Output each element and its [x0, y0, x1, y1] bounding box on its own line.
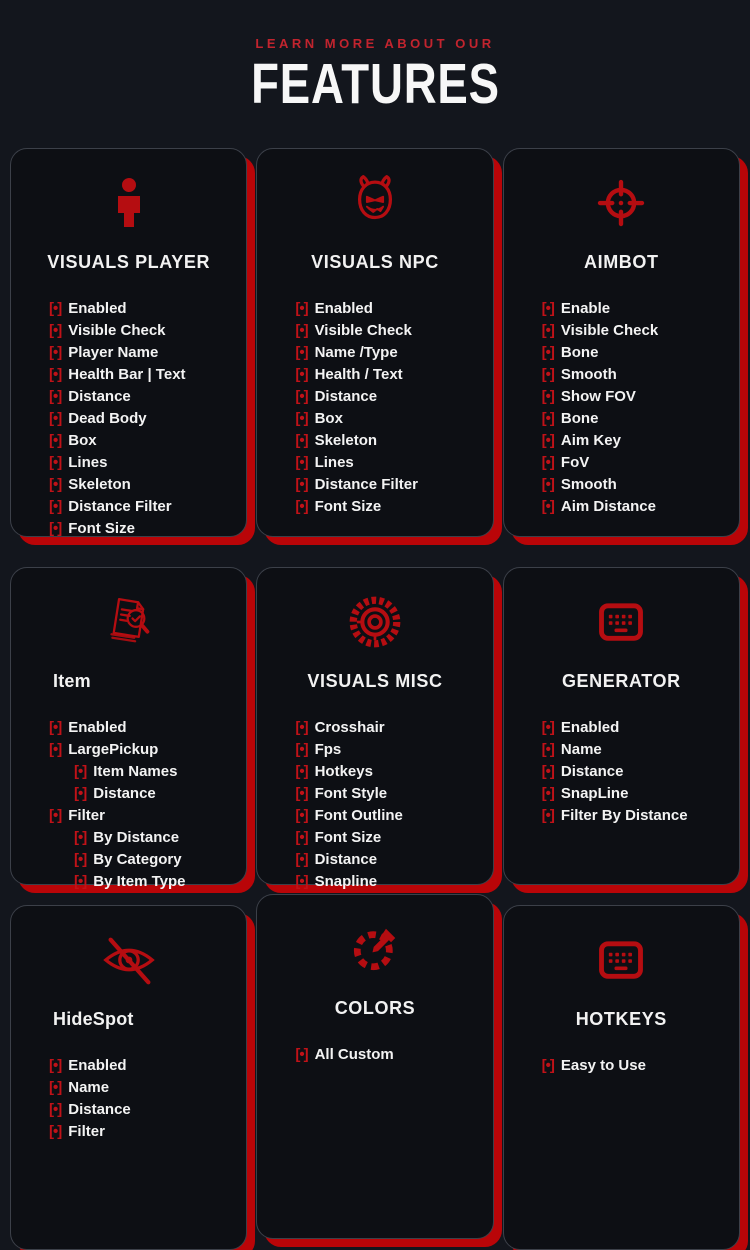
feature-label: Distance Filter: [68, 498, 172, 515]
feature-list: [11, 298, 246, 540]
feature-item: [542, 805, 729, 827]
bullet-icon: [•]: [541, 719, 554, 736]
bullet-icon: [•]: [541, 410, 554, 427]
bullet-icon: [•]: [295, 432, 308, 449]
feature-label: Enabled: [68, 1057, 127, 1074]
feature-list: [504, 1055, 739, 1077]
bullet-icon: [•]: [49, 807, 62, 824]
bullet-icon: [•]: [49, 454, 62, 471]
feature-label: Font Outline: [314, 807, 403, 824]
bullet-icon: [•]: [541, 476, 554, 493]
feature-label: Font Style: [314, 785, 388, 802]
bullet-icon: [•]: [541, 741, 554, 758]
gear-icon: [257, 594, 492, 650]
feature-label: Filter: [68, 807, 105, 824]
feature-item: [295, 408, 482, 430]
bullet-icon: [•]: [74, 829, 87, 846]
feature-item: [49, 408, 236, 430]
bullet-icon: [•]: [49, 300, 62, 317]
feature-item: [542, 320, 729, 342]
feature-label: Enabled: [68, 300, 127, 317]
feature-item: [49, 474, 236, 496]
feature-label: Item Names: [93, 763, 178, 780]
bullet-icon: [•]: [295, 366, 308, 383]
feature-item: [295, 474, 482, 496]
bullet-icon: [•]: [49, 719, 62, 736]
feature-label: Visible Check: [314, 322, 412, 339]
feature-card: [10, 905, 247, 1250]
feature-label: Box: [68, 432, 97, 449]
feature-item: [49, 452, 236, 474]
bullet-icon: [•]: [541, 454, 554, 471]
bullet-icon: [•]: [295, 763, 308, 780]
feature-list: [504, 717, 739, 827]
feature-label: Distance Filter: [314, 476, 418, 493]
bullet-icon: [•]: [295, 1046, 308, 1063]
feature-item: [542, 783, 729, 805]
features-grid: [10, 148, 740, 1250]
card-title: VISUALS PLAYER: [47, 252, 211, 272]
feature-item: [74, 871, 236, 893]
keyboard-icon: [504, 932, 739, 988]
feature-card: [10, 148, 247, 537]
feature-item: [49, 805, 236, 827]
feature-item: [49, 1055, 236, 1077]
card-title: VISUALS MISC: [307, 671, 443, 691]
feature-item: [49, 496, 236, 518]
feature-label: Health Bar | Text: [68, 366, 186, 383]
feature-item: [295, 871, 482, 893]
card-title: GENERATOR: [561, 671, 681, 691]
feature-item: [542, 386, 729, 408]
feature-label: Font Size: [68, 520, 135, 537]
card-title: VISUALS NPC: [311, 252, 439, 272]
feature-label: Skeleton: [68, 476, 131, 493]
bullet-icon: [•]: [74, 873, 87, 890]
bullet-icon: [•]: [295, 719, 308, 736]
feature-item: [295, 783, 482, 805]
feature-label: Visible Check: [560, 322, 659, 339]
feature-item: [295, 298, 482, 320]
feature-item: [542, 430, 729, 452]
bullet-icon: [•]: [49, 366, 62, 383]
feature-item: [542, 364, 729, 386]
feature-card: [503, 567, 740, 885]
feature-label: Smooth: [560, 366, 617, 383]
feature-label: Enabled: [560, 719, 620, 736]
feature-item: [295, 496, 482, 518]
features-row: [10, 148, 740, 537]
feature-item: [295, 761, 482, 783]
devil-icon: [257, 175, 492, 231]
page-title: FEATURES: [250, 52, 500, 116]
feature-list: [11, 717, 246, 893]
feature-label: Enabled: [68, 719, 127, 736]
feature-label: Filter: [68, 1123, 105, 1140]
feature-label: Player Name: [68, 344, 159, 361]
feature-label: Distance: [314, 851, 378, 868]
feature-item: [49, 1077, 236, 1099]
feature-list: [257, 1044, 492, 1066]
bullet-icon: [•]: [49, 1101, 62, 1118]
feature-label: Crosshair: [314, 719, 385, 736]
bullet-icon: [•]: [541, 388, 554, 405]
feature-label: Aim Distance: [560, 498, 656, 515]
feature-item: [542, 739, 729, 761]
feature-card: [503, 905, 740, 1250]
feature-item: [542, 474, 729, 496]
feature-label: Name: [68, 1079, 110, 1096]
feature-item: [295, 805, 482, 827]
feature-label: Enabled: [314, 300, 373, 317]
feature-list: [11, 1055, 246, 1143]
bullet-icon: [•]: [49, 741, 62, 758]
feature-label: By Item Type: [93, 873, 186, 890]
feature-card: [10, 567, 247, 890]
feature-label: Smooth: [560, 476, 617, 493]
bullet-icon: [•]: [74, 763, 87, 780]
bullet-icon: [•]: [49, 476, 62, 493]
feature-label: Easy to Use: [560, 1057, 646, 1074]
feature-item: [295, 364, 482, 386]
bullet-icon: [•]: [295, 344, 308, 361]
feature-card: [503, 148, 740, 537]
bullet-icon: [•]: [541, 498, 554, 515]
feature-item: [542, 1055, 729, 1077]
bullet-icon: [•]: [49, 520, 62, 537]
feature-item: [74, 827, 236, 849]
feature-item: [295, 827, 482, 849]
feature-item: [49, 1121, 236, 1143]
bullet-icon: [•]: [295, 807, 308, 824]
bullet-icon: [•]: [541, 763, 554, 780]
eye-off-icon: [11, 932, 246, 988]
feature-item: [74, 849, 236, 871]
feature-item: [49, 739, 236, 761]
feature-item: [295, 717, 482, 739]
feature-list: [504, 298, 739, 518]
feature-label: Distance: [560, 763, 624, 780]
bullet-icon: [•]: [295, 498, 308, 515]
feature-label: Snapline: [314, 873, 378, 890]
bullet-icon: [•]: [541, 432, 554, 449]
bullet-icon: [•]: [49, 322, 62, 339]
feature-item: [49, 430, 236, 452]
bullet-icon: [•]: [49, 498, 62, 515]
card-title: COLORS: [334, 998, 416, 1018]
feature-label: LargePickup: [68, 741, 159, 758]
bullet-icon: [•]: [49, 344, 62, 361]
bullet-icon: [•]: [295, 388, 308, 405]
feature-item: [542, 342, 729, 364]
feature-item: [49, 717, 236, 739]
feature-label: Filter By Distance: [560, 807, 688, 824]
card-title: Item: [53, 671, 91, 691]
bullet-icon: [•]: [49, 1123, 62, 1140]
feature-label: Skeleton: [314, 432, 378, 449]
card-title: HideSpot: [53, 1009, 134, 1029]
features-header: [0, 0, 750, 114]
feature-card: [256, 894, 493, 1239]
feature-item: [295, 849, 482, 871]
feature-item: [49, 518, 236, 540]
feature-label: Name: [560, 741, 602, 758]
feature-label: Font Size: [314, 829, 382, 846]
feature-label: Health / Text: [314, 366, 403, 383]
bullet-icon: [•]: [295, 873, 308, 890]
feature-item: [542, 717, 729, 739]
feature-label: SnapLine: [560, 785, 629, 802]
feature-label: Visible Check: [68, 322, 166, 339]
bullet-icon: [•]: [295, 851, 308, 868]
bullet-icon: [•]: [295, 454, 308, 471]
feature-label: Distance: [68, 1101, 131, 1118]
bullet-icon: [•]: [49, 432, 62, 449]
feature-item: [295, 320, 482, 342]
feature-label: Enable: [560, 300, 611, 317]
card-title: HOTKEYS: [575, 1009, 667, 1029]
feature-label: Aim Key: [560, 432, 621, 449]
feature-item: [49, 298, 236, 320]
feature-item: [295, 452, 482, 474]
feature-label: Fps: [314, 741, 342, 758]
feature-label: Show FOV: [560, 388, 636, 405]
bullet-icon: [•]: [74, 851, 87, 868]
bullet-icon: [•]: [295, 476, 308, 493]
feature-label: By Category: [93, 851, 182, 868]
feature-label: Dead Body: [68, 410, 147, 427]
feature-label: Distance: [314, 388, 378, 405]
feature-label: Font Size: [314, 498, 382, 515]
bullet-icon: [•]: [49, 1057, 62, 1074]
feature-list: [257, 717, 492, 893]
crosshair-icon: [504, 175, 739, 231]
card-title: AIMBOT: [584, 252, 659, 272]
bullet-icon: [•]: [541, 807, 554, 824]
features-row: [10, 567, 740, 890]
person-icon: [11, 175, 246, 231]
section-eyebrow: LEARN MORE ABOUT OUR: [255, 36, 495, 51]
feature-item: [49, 364, 236, 386]
feature-label: Hotkeys: [314, 763, 373, 780]
feature-label: Name /Type: [314, 344, 398, 361]
bullet-icon: [•]: [541, 366, 554, 383]
bullet-icon: [•]: [541, 322, 554, 339]
feature-item: [295, 342, 482, 364]
feature-item: [542, 496, 729, 518]
feature-item: [295, 386, 482, 408]
bullet-icon: [•]: [295, 322, 308, 339]
feature-item: [49, 342, 236, 364]
feature-label: Box: [314, 410, 343, 427]
bullet-icon: [•]: [295, 785, 308, 802]
color-picker-icon: [257, 921, 492, 977]
features-row: [10, 905, 740, 1250]
bullet-icon: [•]: [49, 1079, 62, 1096]
feature-label: Distance: [93, 785, 156, 802]
feature-card: [256, 148, 493, 537]
bullet-icon: [•]: [49, 410, 62, 427]
feature-label: Lines: [68, 454, 108, 471]
feature-label: Lines: [314, 454, 354, 471]
bullet-icon: [•]: [295, 300, 308, 317]
feature-item: [295, 430, 482, 452]
feature-label: Bone: [560, 344, 599, 361]
keyboard-icon: [504, 594, 739, 650]
feature-label: Bone: [560, 410, 599, 427]
feature-item: [74, 783, 236, 805]
feature-card: [256, 567, 493, 890]
bullet-icon: [•]: [49, 388, 62, 405]
feature-item: [542, 298, 729, 320]
feature-item: [49, 320, 236, 342]
feature-item: [542, 452, 729, 474]
feature-item: [49, 386, 236, 408]
feature-label: FoV: [560, 454, 590, 471]
bullet-icon: [•]: [541, 1057, 554, 1074]
feature-item: [295, 1044, 482, 1066]
bullet-icon: [•]: [295, 741, 308, 758]
bullet-icon: [•]: [74, 785, 87, 802]
feature-label: Distance: [68, 388, 131, 405]
bullet-icon: [•]: [541, 300, 554, 317]
bullet-icon: [•]: [295, 410, 308, 427]
feature-item: [542, 408, 729, 430]
feature-item: [295, 739, 482, 761]
feature-item: [542, 761, 729, 783]
feature-label: All Custom: [314, 1046, 394, 1063]
bullet-icon: [•]: [541, 785, 554, 802]
bullet-icon: [•]: [295, 829, 308, 846]
bullet-icon: [•]: [541, 344, 554, 361]
feature-item: [74, 761, 236, 783]
feature-label: By Distance: [93, 829, 180, 846]
feature-list: [257, 298, 492, 518]
document-search-icon: [11, 594, 246, 650]
